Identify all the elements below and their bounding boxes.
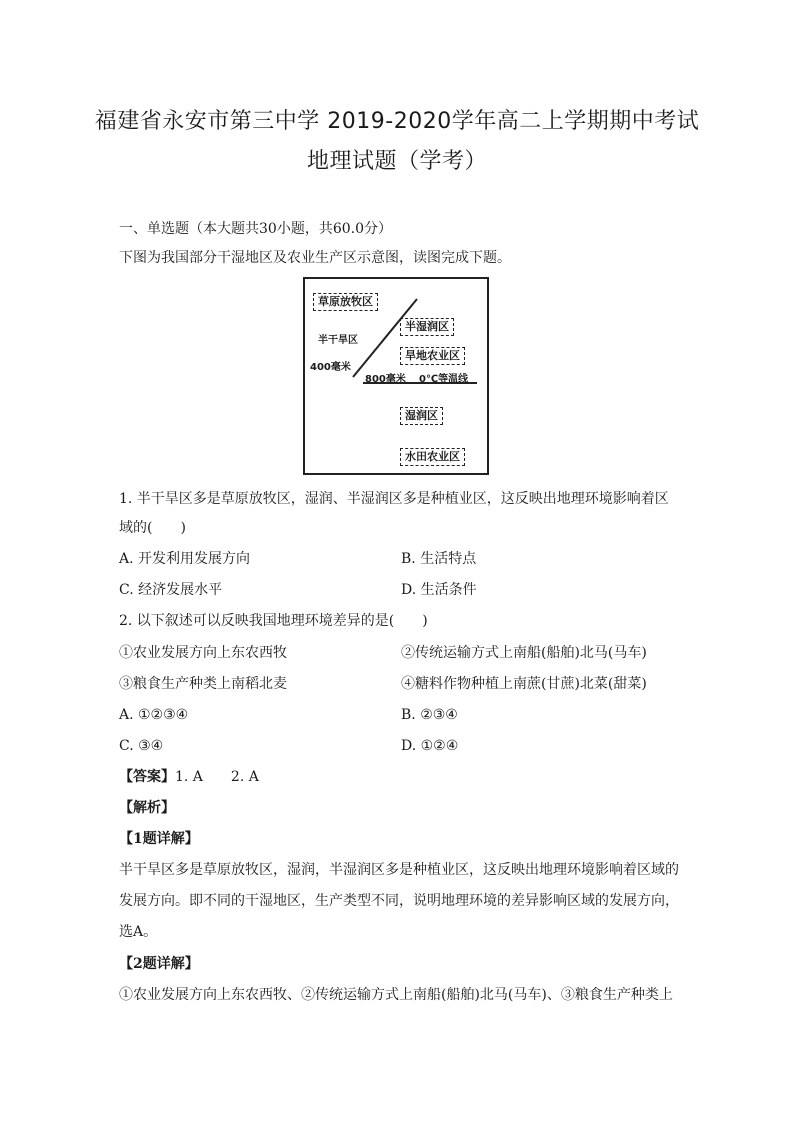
analysis-label: 【解析】 (119, 800, 175, 816)
detail2-line1: ①农业发展方向上东农西牧、②传统运输方式上南船(船舶)北马(马车)、③粮食生产种类上 (119, 987, 673, 1003)
question-intro: 下图为我国部分干湿地区及农业生产区示意图，读图完成下题。 (119, 250, 511, 266)
document-title-line2: 地理试题（学考） (306, 149, 487, 174)
section-header: 一、单选题（本大题共30小题，共60.0分） (119, 221, 392, 237)
q2-stem: 2. 以下叙述可以反映我国地理环境差异的是( ) (119, 613, 428, 629)
q2-option-c: C. ③④ (119, 738, 164, 754)
semi-arid-label: 半干旱区 (318, 335, 358, 346)
q2-option-b: B. ②③④ (401, 707, 458, 723)
grassland-box: 草原放牧区 (313, 293, 378, 311)
q2-statement-4: ④糖料作物种植上南蔗(甘蔗)北菜(甜菜) (401, 676, 647, 692)
q1-stem-line2: 域的( ) (119, 520, 186, 536)
isotherm-label: 0℃等温线 (419, 374, 469, 385)
detail1-label: 【1题详解】 (119, 831, 199, 847)
q1-option-c: C. 经济发展水平 (119, 582, 223, 598)
paddy-box: 水田农业区 (400, 448, 465, 466)
semi-humid-box: 半湿润区 (400, 318, 454, 336)
detail2-label: 【2题详解】 (119, 956, 199, 972)
q1-stem-line1: 1. 半干旱区多是草原放牧区，湿润、半湿润区多是种植业区，这反映出地理环境影响着区 (119, 491, 669, 507)
detail1-line1: 半干旱区多是草原放牧区，湿润，半湿润区多是种植业区，这反映出地理环境影响着区域的 (119, 862, 679, 878)
q2-option-d: D. ①②④ (401, 738, 459, 754)
document-title-line1: 福建省永安市第三中学 2019-2020学年高二上学期期中考试 (94, 109, 700, 134)
answer-text: 1. A 2. A (175, 769, 259, 785)
detail1-line2: 发展方向。即不同的干湿地区，生产类型不同，说明地理环境的差异影响区域的发展方向， (119, 893, 679, 909)
q1-option-b: B. 生活特点 (401, 551, 477, 567)
q1-option-a: A. 开发利用发展方向 (119, 551, 251, 567)
answer-row (119, 767, 259, 787)
q2-statement-1: ①农业发展方向上东农西牧 (119, 645, 287, 661)
dry-wet-region-map (303, 277, 489, 475)
q1-option-d: D. 生活条件 (401, 582, 477, 598)
isohyet-400-label: 400毫米 (310, 362, 351, 373)
answer-label: 【答案】 (119, 769, 175, 785)
q2-option-a: A. ①②③④ (119, 707, 189, 723)
q2-statement-2: ②传统运输方式上南船(船舶)北马(马车) (401, 645, 647, 661)
q2-statement-3: ③粮食生产种类上南稻北麦 (119, 676, 287, 692)
dryland-box: 旱地农业区 (400, 347, 465, 365)
detail1-line3: 选A。 (119, 924, 158, 940)
humid-box: 湿润区 (400, 407, 443, 425)
isohyet-800-label: 800毫米 (365, 374, 406, 385)
